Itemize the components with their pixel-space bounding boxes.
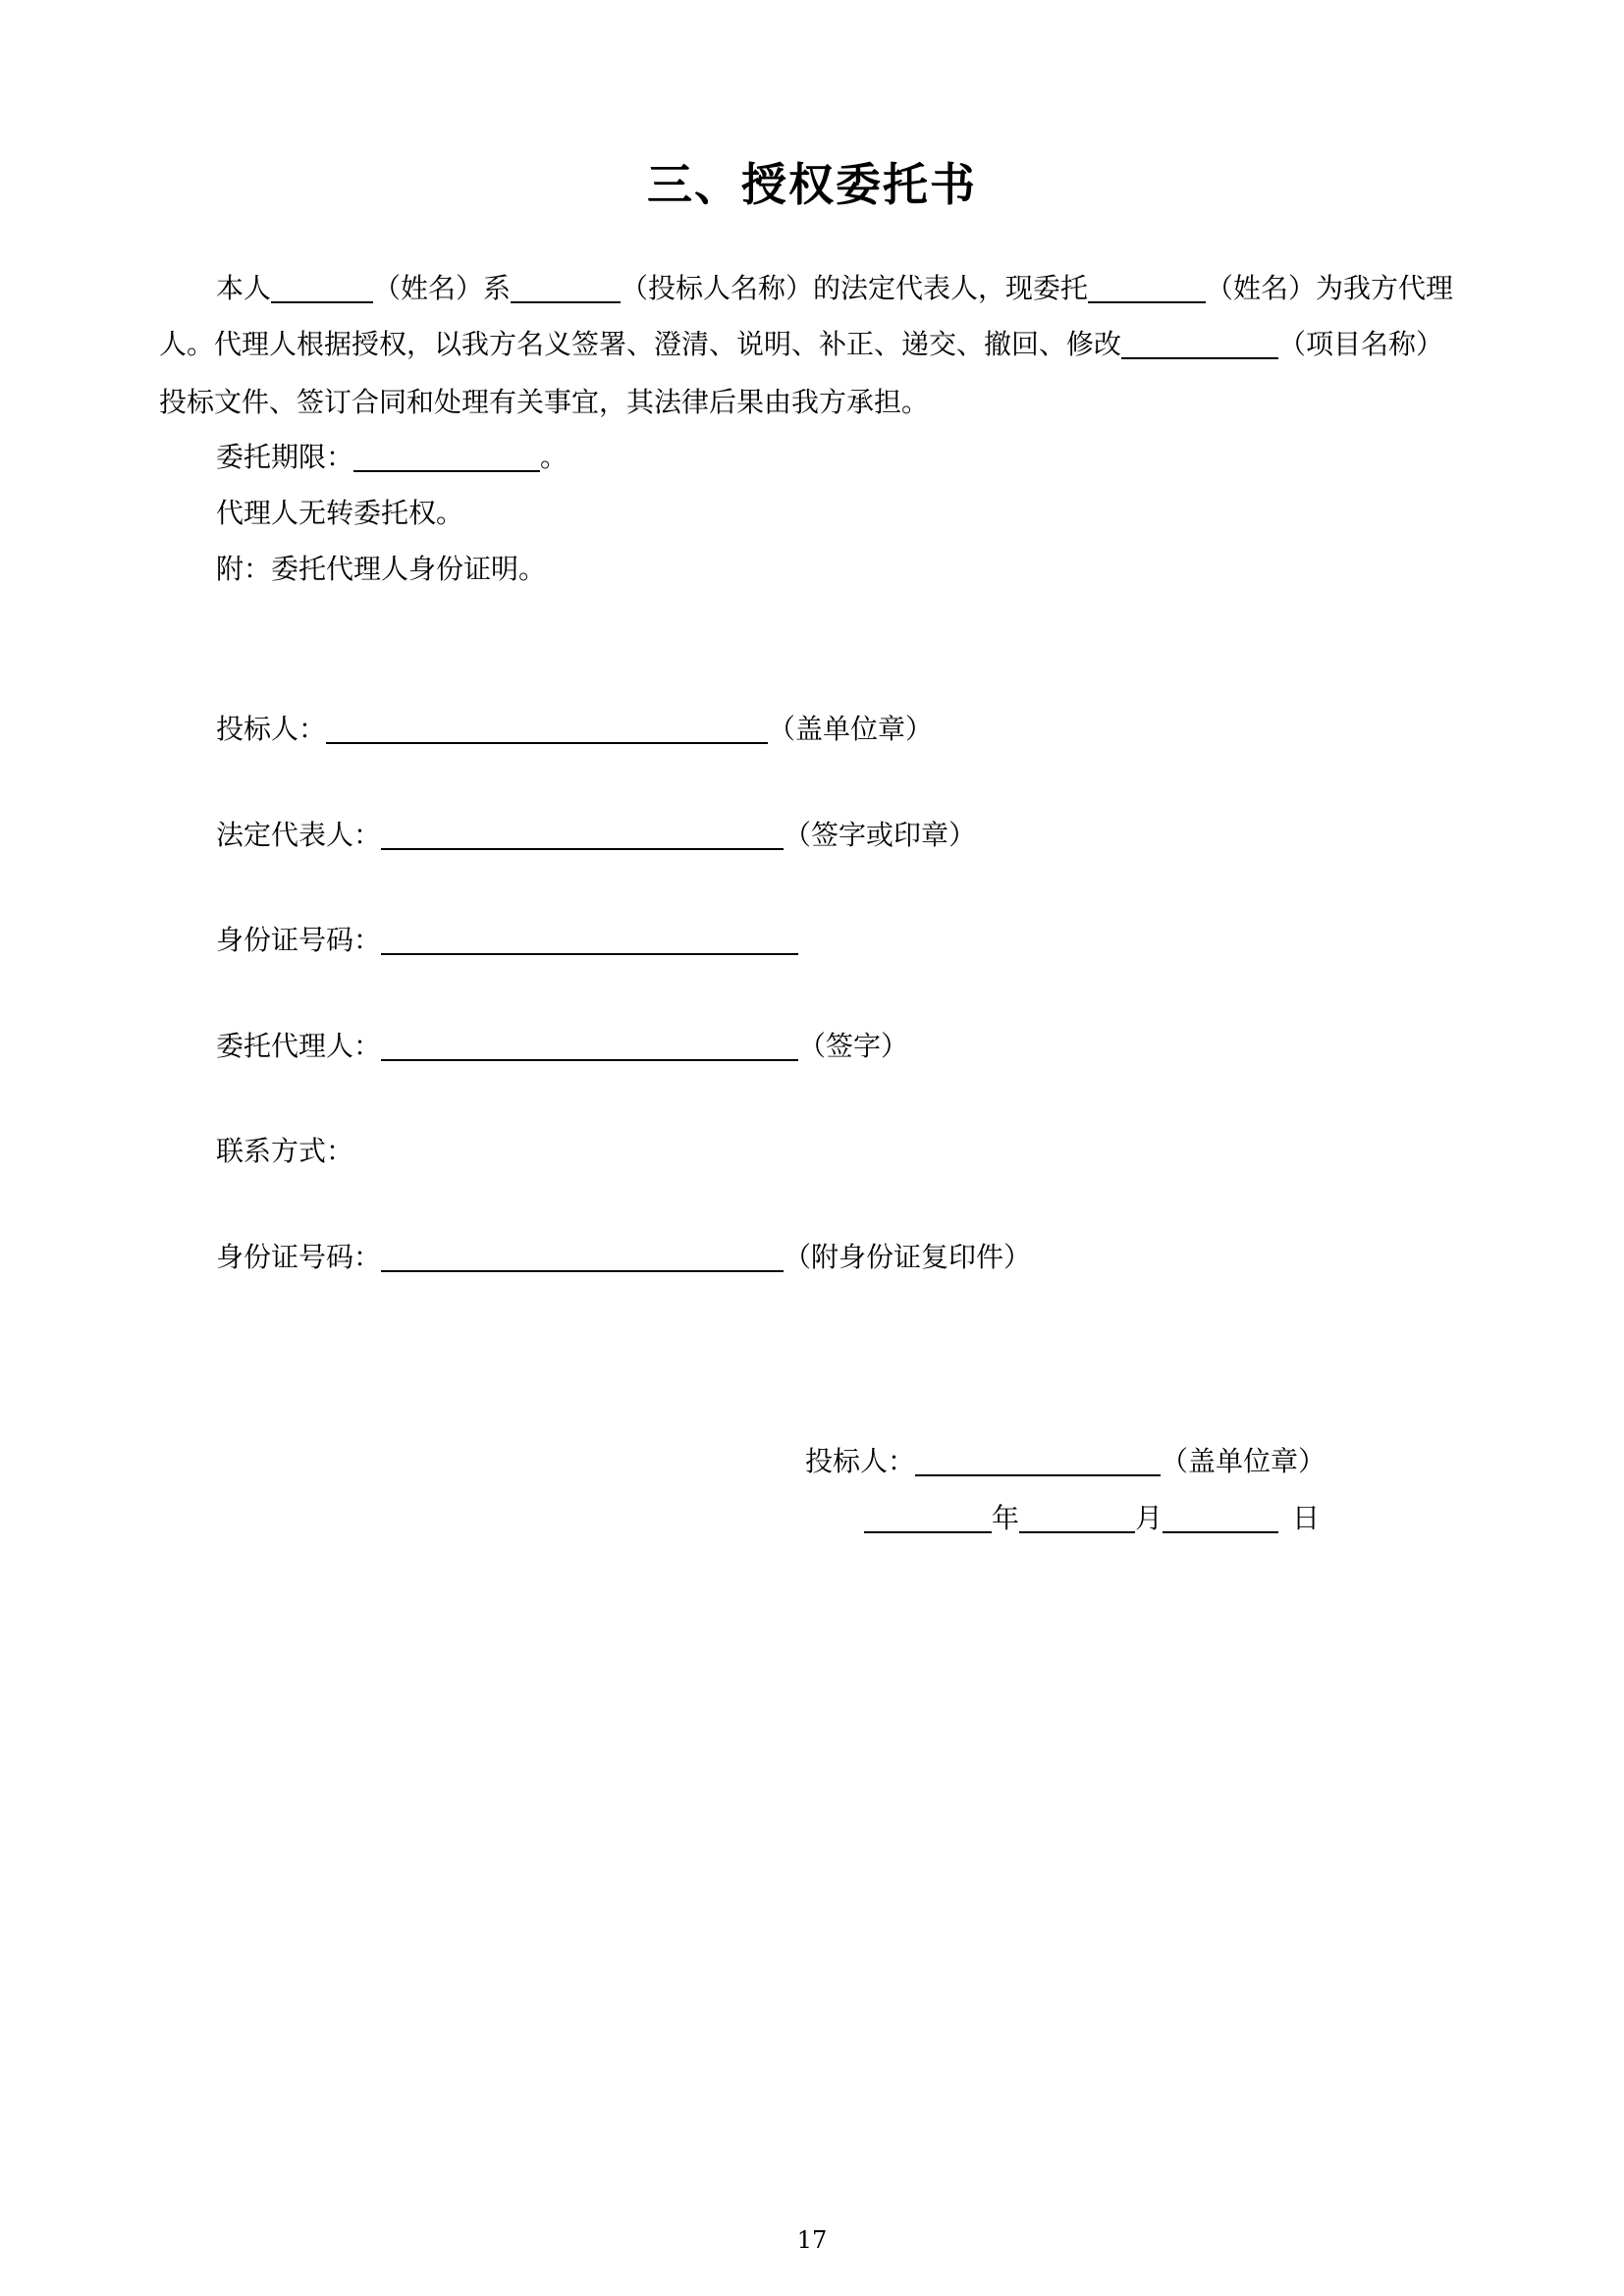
year-label: 年 xyxy=(992,1502,1020,1534)
year-blank[interactable] xyxy=(864,1502,992,1533)
agent-note: （签字） xyxy=(798,1030,909,1062)
text-segment: （姓名）为我方代理 xyxy=(1206,272,1454,304)
id-number-blank[interactable] xyxy=(381,1241,784,1272)
id-number-note: （附身份证复印件） xyxy=(784,1241,1032,1273)
document-title: 三、授权委托书 xyxy=(647,158,977,211)
month-blank[interactable] xyxy=(1019,1502,1135,1533)
text-segment: 人。代理人根据授权，以我方名义签署、澄清、说明、补正、递交、撤回、修改 xyxy=(159,328,1122,360)
contact-label: 联系方式： xyxy=(216,1135,354,1167)
id-number-field-2 xyxy=(216,1238,1031,1277)
company-blank[interactable] xyxy=(511,272,621,303)
footer-bidder-blank[interactable] xyxy=(915,1445,1161,1476)
body-line-1 xyxy=(216,269,1453,308)
bidder-blank[interactable] xyxy=(326,713,768,744)
month-label: 月 xyxy=(1135,1502,1164,1534)
attachment-line: 附：委托代理人身份证明。 xyxy=(216,553,547,585)
id-number-label: 身份证号码： xyxy=(216,1241,382,1273)
bidder-field xyxy=(216,710,933,749)
footer-bidder xyxy=(805,1442,1326,1481)
text-segment: （投标人名称）的法定代表人，现委托 xyxy=(621,272,1089,304)
text-segment: 本人 xyxy=(216,272,272,304)
body-line-3 xyxy=(159,383,929,422)
agent-label: 委托代理人： xyxy=(216,1030,382,1062)
term-label: 委托期限： xyxy=(216,441,354,473)
text-segment: （姓名）系 xyxy=(373,272,512,304)
text-segment: （项目名称） xyxy=(1278,328,1444,360)
term-end: 。 xyxy=(540,441,568,473)
body-line-2 xyxy=(159,325,1443,364)
term-blank[interactable] xyxy=(353,441,540,472)
name-blank[interactable] xyxy=(271,272,373,303)
page-number: 17 xyxy=(796,2226,828,2254)
day-label: 日 xyxy=(1292,1502,1321,1534)
legal-rep-note: （签字或印章） xyxy=(784,819,977,851)
bidder-note: （盖单位章） xyxy=(768,713,934,745)
agent-blank[interactable] xyxy=(381,1030,798,1061)
term-line xyxy=(216,438,568,477)
legal-rep-field xyxy=(216,816,976,855)
legal-rep-label: 法定代表人： xyxy=(216,819,382,851)
legal-rep-blank[interactable] xyxy=(381,819,784,850)
contact-field xyxy=(216,1132,353,1171)
no-subdelegation-line: 代理人无转委托权。 xyxy=(216,497,464,529)
id-number-label: 身份证号码： xyxy=(216,924,382,956)
footer-bidder-note: （盖单位章） xyxy=(1161,1445,1326,1477)
agent-field xyxy=(216,1027,908,1066)
day-blank[interactable] xyxy=(1163,1502,1278,1533)
bidder-label: 投标人： xyxy=(216,713,327,745)
footer-bidder-label: 投标人： xyxy=(805,1445,916,1477)
id-number-blank[interactable] xyxy=(381,924,798,955)
footer-date xyxy=(864,1499,1320,1538)
agent-name-blank[interactable] xyxy=(1088,272,1206,303)
text-segment: 投标文件、签订合同和处理有关事宜，其法律后果由我方承担。 xyxy=(159,386,930,418)
project-name-blank[interactable] xyxy=(1121,328,1278,359)
id-number-field-1 xyxy=(216,921,798,960)
